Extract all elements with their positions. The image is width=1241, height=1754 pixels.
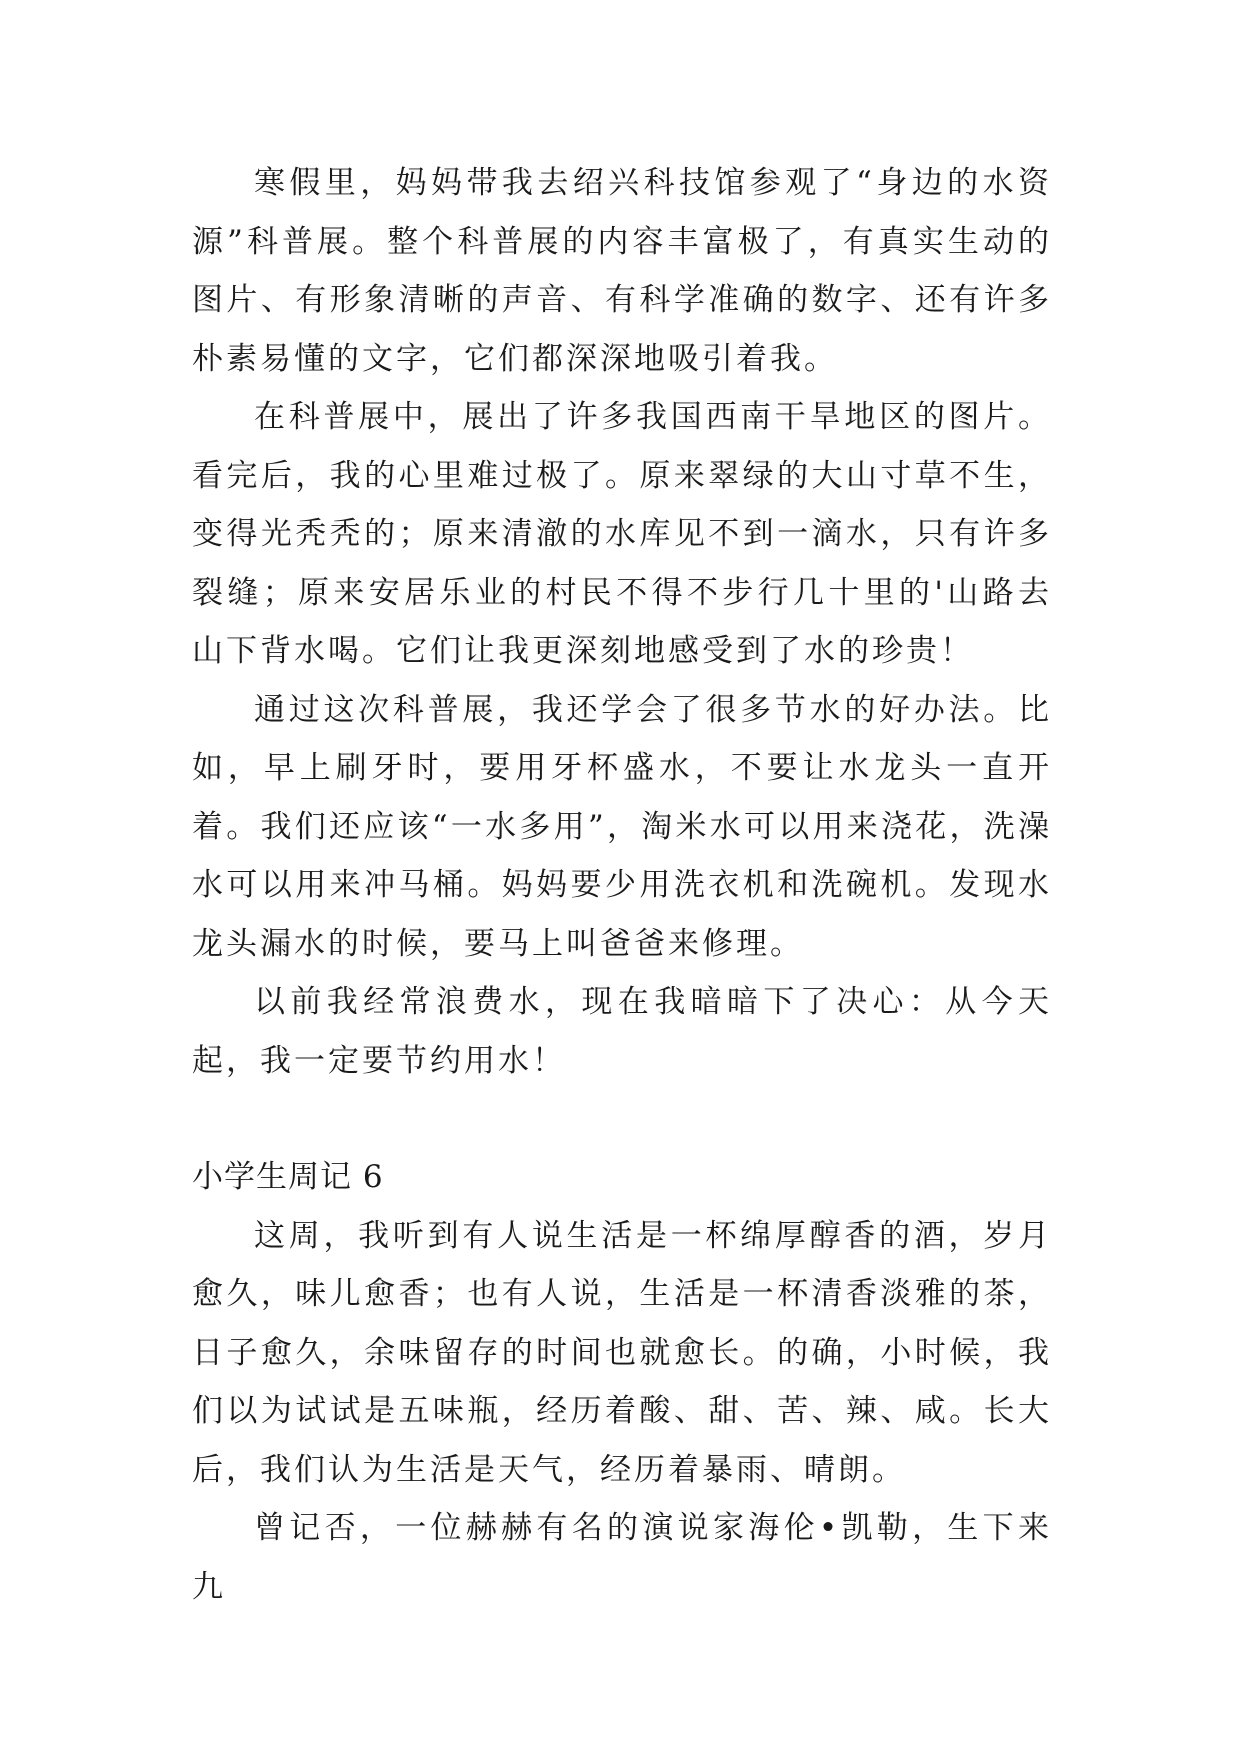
paragraph-3: 通过这次科普展，我还学会了很多节水的好办法。比如，早上刷牙时，要用牙杯盛水，不要让水龙头一直开着。我们还应该“一水多用”，淘米水可以用来浇花，洗澡水可以用来冲马桶。妈妈要少用洗衣机和洗碗机。发现水龙头漏水的时候，要马上叫爸爸来修理。 (192, 691, 1052, 962)
section-heading: 小学生周记 6 (192, 1159, 384, 1195)
paragraph-1: 寒假里，妈妈带我去绍兴科技馆参观了“身边的水资源”科普展。整个科普展的内容丰富极了，有真实生动的图片、有形象清晰的声音、有科学准确的数字、还有许多朴素易懂的文字，它们都深深地吸引着我。 (192, 165, 1052, 377)
paragraph-6: 曾记否，一位赫赫有名的演说家海伦•凯勒，生下来九 (192, 1510, 1052, 1605)
paragraph-4: 以前我经常浪费水，现在我暗暗下了决心：从今天起，我一定要节约用水！ (192, 984, 1052, 1079)
paragraph-2: 在科普展中，展出了许多我国西南干旱地区的图片。看完后，我的心里难过极了。原来翠绿的大山寸草不生，变得光秃秃的；原来清澈的水库见不到一滴水，只有许多裂缝；原来安居乐业的村民不得不步行几十里的'山路去山下背水喝。它们让我更深刻地感受到了水的珍贵！ (192, 399, 1052, 669)
document-body (192, 154, 1052, 1616)
section-spacer (192, 1090, 1052, 1148)
paragraph-5: 这周，我听到有人说生活是一杯绵厚醇香的酒，岁月愈久，味儿愈香；也有人说，生活是一杯清香淡雅的茶，日子愈久，余味留存的时间也就愈长。的确，小时候，我们以为试试是五味瓶，经历着酸、甜、苦、辣、咸。长大后，我们认为生活是天气，经历着暴雨、晴朗。 (192, 1217, 1052, 1488)
